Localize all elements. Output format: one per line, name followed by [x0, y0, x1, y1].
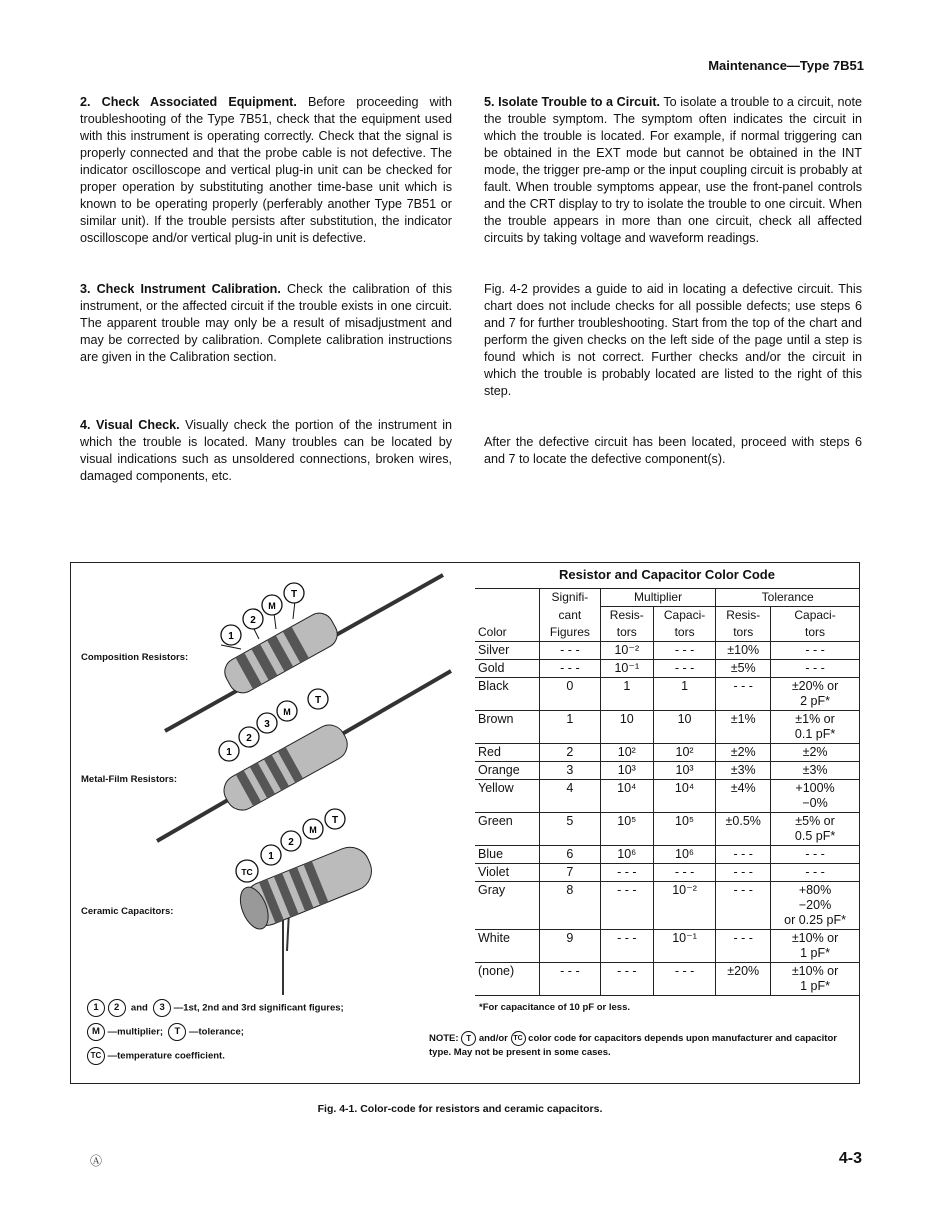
tol-cap-cell — [771, 711, 859, 744]
table-row — [475, 744, 859, 762]
mult-cap-cell — [653, 780, 716, 813]
th-mult-cap-2: tors — [653, 624, 716, 642]
color-cell-value: Brown — [478, 712, 514, 726]
tol-res-cell — [716, 711, 771, 744]
mult-res-cell — [600, 678, 653, 711]
metal-mark-t: T — [314, 695, 322, 706]
mult-res-cell-value: 10 — [619, 712, 634, 726]
metal-mark-m: M — [283, 707, 291, 717]
comp-mark-m: M — [268, 601, 276, 611]
publisher-mark: Ⓐ — [90, 1154, 103, 1168]
color-cell-value: Gold — [478, 661, 505, 675]
tol-cap-cell-value: ±20% or — [791, 679, 839, 693]
note-and-or: and/or — [478, 1033, 508, 1045]
table-row — [475, 660, 859, 678]
step-4-body: Visually check the portion of the instrument in which the trouble is located. Many troubles can be located by visual indications such as unsoldered connections, broken wires, damaged components, etc. — [80, 418, 453, 483]
mult-res-cell-value: 10³ — [617, 763, 636, 777]
mult-res-cell — [600, 963, 653, 996]
mult-cap-cell-value: - - - — [674, 964, 695, 978]
mult-res-cell — [600, 642, 653, 660]
th-tol-cap: Capaci- — [771, 607, 859, 625]
table-row — [475, 642, 859, 660]
table-row — [475, 882, 859, 930]
step-4-title: 4. Visual Check. — [80, 418, 180, 432]
mult-res-cell — [600, 780, 653, 813]
metal-mark-2: 2 — [246, 733, 252, 744]
mult-cap-cell — [653, 813, 716, 846]
cer-mark-2: 2 — [288, 837, 294, 848]
tol-cap-cell-value: ±10% or — [791, 931, 839, 945]
color-cell — [475, 780, 540, 813]
tol-cap-cell — [771, 780, 859, 813]
mult-cap-cell — [653, 642, 716, 660]
sig-cell — [540, 642, 601, 660]
tol-res-cell — [716, 762, 771, 780]
mult-res-cell — [600, 660, 653, 678]
tol-cap-cell — [771, 864, 859, 882]
color-cell — [475, 882, 540, 930]
color-cell-value: (none) — [478, 964, 515, 978]
color-cell — [475, 813, 540, 846]
color-cell-value: Orange — [478, 763, 520, 777]
sig-cell — [540, 711, 601, 744]
tol-res-cell-value: - - - — [733, 679, 753, 693]
color-cell — [475, 642, 540, 660]
tol-res-cell-value: ±1% — [730, 712, 756, 726]
th-tolerance: Tolerance — [716, 589, 859, 607]
table-row — [475, 864, 859, 882]
tol-res-cell — [716, 642, 771, 660]
after-paragraph: After the defective circuit has been located, proceed with steps 6 and 7 to locate the defective component(s). — [484, 435, 862, 466]
th-sig-3: Figures — [540, 624, 601, 642]
tol-res-cell-value: ±10% — [727, 643, 760, 657]
color-cell — [475, 744, 540, 762]
tol-cap-cell-value-line: 1 pF* — [800, 979, 830, 993]
sig-cell-value: - - - — [560, 964, 580, 978]
color-cell-value: Gray — [478, 883, 506, 897]
color-cell-value: White — [478, 931, 510, 945]
mult-res-cell-value: 10⁶ — [617, 847, 637, 861]
color-cell-value: Violet — [478, 865, 510, 879]
th-sig-2: cant — [540, 607, 601, 625]
th-multiplier: Multiplier — [600, 589, 716, 607]
mult-res-cell-value: 10⁵ — [617, 814, 637, 828]
sig-cell-value: 6 — [566, 847, 574, 861]
cer-mark-m: M — [309, 825, 317, 835]
mult-cap-cell-value: - - - — [674, 661, 695, 675]
tol-cap-cell-value: ±5% or — [795, 814, 835, 828]
color-cell-value: Silver — [478, 643, 510, 657]
sig-cell — [540, 780, 601, 813]
legend-temp-text: —temperature coefficient. — [107, 1050, 225, 1062]
step-5-title: 5. Isolate Trouble to a Circuit. — [484, 95, 661, 109]
sig-cell — [540, 882, 601, 930]
tol-res-cell-value: ±3% — [730, 763, 756, 777]
mult-cap-cell — [653, 864, 716, 882]
mult-res-cell-value: 10⁻² — [614, 643, 640, 657]
mult-cap-cell — [653, 711, 716, 744]
tol-res-cell-value: - - - — [733, 931, 753, 945]
mult-cap-cell — [653, 762, 716, 780]
tol-res-cell-value: ±4% — [730, 781, 756, 795]
note-mark-tc: TC — [511, 1031, 526, 1046]
tol-cap-cell — [771, 678, 859, 711]
tol-res-cell — [716, 678, 771, 711]
mult-cap-cell-value: 10⁴ — [674, 781, 695, 795]
color-code-figure — [70, 562, 860, 1084]
table-row — [475, 678, 859, 711]
color-cell-value: Green — [478, 814, 513, 828]
sig-cell-value: - - - — [560, 643, 580, 657]
tol-cap-cell — [771, 744, 859, 762]
label-composition-resistors: Composition Resistors: — [81, 652, 189, 663]
comp-mark-t: T — [290, 589, 298, 600]
mult-cap-cell-value: 10⁵ — [675, 814, 695, 828]
legend-mark-3: 3 — [153, 999, 171, 1017]
tol-res-cell — [716, 930, 771, 963]
tol-cap-cell-value: - - - — [805, 661, 825, 675]
mult-res-cell — [600, 813, 653, 846]
tol-cap-cell — [771, 930, 859, 963]
tol-cap-cell-value-line: −20% — [798, 898, 832, 912]
tol-cap-cell — [771, 882, 859, 930]
tol-cap-cell-value-line: 2 pF* — [800, 694, 830, 708]
tol-cap-cell — [771, 642, 859, 660]
table-note — [429, 1031, 849, 1059]
left-column — [80, 94, 452, 485]
mult-cap-cell-value: 1 — [681, 679, 689, 693]
mult-res-cell-value: 10⁴ — [617, 781, 637, 795]
th-mult-cap: Capaci- — [653, 607, 716, 625]
tol-cap-cell-value-line: 1 pF* — [800, 946, 830, 960]
th-mult-res-2: tors — [600, 624, 653, 642]
tol-cap-cell-value: ±2% — [802, 745, 828, 759]
sig-cell-value: 4 — [566, 781, 574, 795]
tol-cap-cell-value-line: −0% — [802, 796, 828, 810]
color-cell — [475, 930, 540, 963]
color-cell — [475, 711, 540, 744]
legend-temperature — [87, 1047, 225, 1065]
legend-mult-text: —multiplier; — [107, 1026, 164, 1038]
color-code-table — [475, 563, 859, 1013]
cer-mark-1: 1 — [268, 851, 274, 862]
color-cell-value: Yellow — [478, 781, 514, 795]
sig-cell — [540, 762, 601, 780]
mult-cap-cell-value: 10 — [677, 712, 692, 726]
color-cell — [475, 864, 540, 882]
sig-cell — [540, 930, 601, 963]
tol-res-cell — [716, 864, 771, 882]
th-sig-1: Signifi- — [540, 589, 601, 607]
tol-res-cell — [716, 846, 771, 864]
step-5 — [484, 94, 862, 247]
sig-cell — [540, 660, 601, 678]
right-column — [484, 94, 862, 468]
note-text: color code for capacitors depends upon manufacturer and capacitor type. May not be present in some cases. — [429, 1033, 837, 1058]
figure-caption: Fig. 4-1. Color-code for resistors and ceramic capacitors. — [317, 1103, 603, 1115]
table-title: Resistor and Capacitor Color Code — [475, 563, 859, 589]
mult-res-cell — [600, 711, 653, 744]
color-cell — [475, 660, 540, 678]
mult-res-cell-value: 1 — [623, 679, 631, 693]
mult-res-cell-value: 10² — [617, 745, 636, 759]
tol-res-cell — [716, 963, 771, 996]
table-row — [475, 846, 859, 864]
sig-cell — [540, 963, 601, 996]
tol-res-cell-value: ±5% — [730, 661, 756, 675]
color-cell-value: Blue — [478, 847, 504, 861]
tol-cap-cell-value-line: 0.1 pF* — [794, 727, 836, 741]
mult-cap-cell-value: 10² — [675, 745, 694, 759]
mult-cap-cell-value: - - - — [674, 643, 695, 657]
mult-cap-cell — [653, 963, 716, 996]
mult-res-cell-value: - - - — [617, 964, 637, 978]
th-color: Color — [478, 625, 507, 639]
composition-resistor-drawing — [165, 575, 443, 731]
mult-res-cell — [600, 762, 653, 780]
mult-res-cell — [600, 882, 653, 930]
tol-res-cell-value: - - - — [733, 883, 753, 897]
mult-cap-cell-value: 10⁶ — [675, 847, 695, 861]
mult-cap-cell-value: - - - — [674, 865, 695, 879]
mult-res-cell-value: - - - — [617, 931, 637, 945]
table-row — [475, 813, 859, 846]
color-cell — [475, 963, 540, 996]
mult-res-cell — [600, 846, 653, 864]
tol-cap-cell-value: - - - — [805, 847, 825, 861]
mult-res-cell-value: 10⁻¹ — [614, 661, 640, 675]
table-row — [475, 711, 859, 744]
mult-cap-cell — [653, 930, 716, 963]
color-cell-value: Red — [478, 745, 501, 759]
mult-cap-cell — [653, 882, 716, 930]
sig-cell-value: 8 — [566, 883, 574, 897]
mult-cap-cell-value: 10⁻² — [672, 883, 697, 897]
legend-mark-2: 2 — [108, 999, 126, 1017]
tol-res-cell-value: ±20% — [727, 964, 760, 978]
tol-cap-cell-value: +100% — [795, 781, 835, 795]
ceramic-capacitor-drawing — [235, 809, 378, 995]
mult-cap-cell — [653, 744, 716, 762]
th-tol-res-2: tors — [716, 624, 771, 642]
tol-res-cell — [716, 744, 771, 762]
tol-res-cell — [716, 780, 771, 813]
sig-cell-value: 1 — [566, 712, 574, 726]
tol-cap-cell-value-line: or 0.25 pF* — [784, 913, 846, 927]
table-footnote: *For capacitance of 10 pF or less. — [479, 1002, 630, 1013]
metal-mark-3: 3 — [264, 719, 270, 730]
th-tol-cap-2: tors — [771, 624, 859, 642]
tol-res-cell — [716, 813, 771, 846]
tol-res-cell — [716, 660, 771, 678]
step-4 — [80, 417, 452, 485]
tol-res-cell-value: ±2% — [730, 745, 756, 759]
fig-guide-paragraph: Fig. 4-2 provides a guide to aid in locating a defective circuit. This chart does not include checks for all possible defects; use steps 6 and 7 for further troubleshooting. Start from the top of the chart and perform the given checks on the left side of the page until a step is found which is not correct. Further checks and/or the circuit in which the trouble is probably located are listed to the right of this step. — [484, 282, 862, 398]
color-cell — [475, 846, 540, 864]
tol-cap-cell — [771, 762, 859, 780]
tol-cap-cell-value: - - - — [805, 643, 825, 657]
legend-tol-text: —tolerance; — [188, 1026, 244, 1038]
step-5-body: To isolate a trouble to a circuit, note the trouble symptom. The symptom often indicates the circuit in which the trouble is located. For example, if normal triggering can be obtained in the EXT mode but cannot be obtained in the INT mode, the trigger pre-amp or the input coupling circuit is probably at fault. When trouble symptoms appear, use the front-panel controls and the CRT display to try to isolate the trouble to one circuit. When the trouble appears in more than one circuit, check all affected circuits by taking voltage and waveform readings. — [484, 95, 862, 245]
metal-mark-1: 1 — [226, 747, 232, 758]
cer-mark-tc: TC — [241, 867, 253, 877]
legend-multiplier-tolerance — [87, 1023, 244, 1041]
comp-mark-1: 1 — [228, 631, 234, 642]
mult-res-cell — [600, 930, 653, 963]
mult-res-cell-value: - - - — [617, 865, 637, 879]
step-2 — [80, 94, 452, 247]
mult-cap-cell — [653, 660, 716, 678]
table-row — [475, 762, 859, 780]
sig-cell — [540, 864, 601, 882]
legend-mark-m: M — [87, 1023, 105, 1041]
note-mark-t: T — [461, 1031, 476, 1046]
tol-cap-cell — [771, 813, 859, 846]
page-number: 4-3 — [838, 1150, 862, 1167]
sig-cell-value: 3 — [566, 763, 574, 777]
tol-res-cell-value: - - - — [733, 865, 753, 879]
color-cell-value: Black — [478, 679, 509, 693]
legend-mark-t: T — [168, 1023, 186, 1041]
table-row — [475, 780, 859, 813]
tol-cap-cell-value-line: 0.5 pF* — [794, 829, 836, 843]
tol-cap-cell-value: ±3% — [802, 763, 828, 777]
comp-mark-2: 2 — [250, 615, 256, 626]
sig-cell-value: 9 — [566, 931, 574, 945]
tol-cap-cell — [771, 963, 859, 996]
tol-cap-cell — [771, 660, 859, 678]
th-tol-res: Resis- — [716, 607, 771, 625]
sig-cell-value: 7 — [566, 865, 574, 879]
tol-res-cell-value: - - - — [733, 847, 753, 861]
mult-res-cell-value: - - - — [617, 883, 637, 897]
tol-cap-cell-value: ±10% or — [791, 964, 839, 978]
table-row — [475, 930, 859, 963]
metal-film-resistor-drawing — [157, 671, 451, 841]
tol-cap-cell — [771, 846, 859, 864]
note-label: NOTE: — [429, 1033, 459, 1045]
tol-cap-cell-value: ±1% or — [795, 712, 835, 726]
sig-cell-value: 5 — [566, 814, 574, 828]
legend-and: and — [130, 1002, 148, 1014]
color-cell — [475, 678, 540, 711]
sig-cell-value: - - - — [560, 661, 580, 675]
step-2-title: 2. Check Associated Equipment. — [80, 95, 297, 109]
sig-cell — [540, 846, 601, 864]
legend-mark-1: 1 — [87, 999, 105, 1017]
sig-cell — [540, 744, 601, 762]
step-3-body: Check the calibration of this instrument, or the affected circuit if the trouble exists in one circuit. The apparent trouble may only be a result of misadjustment and may be corrected by calibration. Complete calibration instructions are given in the Calibration section. — [80, 282, 452, 364]
legend-sig-text: —1st, 2nd and 3rd significant figures; — [173, 1002, 344, 1014]
sig-cell — [540, 678, 601, 711]
label-ceramic-capacitors: Ceramic Capacitors: — [81, 906, 174, 917]
mult-cap-cell — [653, 678, 716, 711]
legend-significant-figures — [87, 999, 344, 1017]
tol-cap-cell-value: - - - — [805, 865, 825, 879]
step-3-title: 3. Check Instrument Calibration. — [80, 282, 281, 296]
sig-cell — [540, 813, 601, 846]
step-3 — [80, 281, 452, 366]
table-row — [475, 963, 859, 996]
legend-mark-tc: TC — [87, 1047, 105, 1065]
running-header: Maintenance—Type 7B51 — [708, 58, 864, 73]
color-cell — [475, 762, 540, 780]
sig-cell-value: 0 — [566, 679, 574, 693]
mult-cap-cell-value: 10³ — [675, 763, 694, 777]
tol-res-cell — [716, 882, 771, 930]
mult-res-cell — [600, 744, 653, 762]
sig-cell-value: 2 — [566, 745, 574, 759]
cer-mark-t: T — [331, 815, 339, 826]
th-mult-res: Resis- — [600, 607, 653, 625]
mult-cap-cell-value: 10⁻¹ — [672, 931, 697, 945]
label-metal-film-resistors: Metal-Film Resistors: — [81, 774, 178, 785]
tol-res-cell-value: ±0.5% — [725, 814, 761, 828]
mult-cap-cell — [653, 846, 716, 864]
step-2-body: Before proceeding with troubleshooting of the Type 7B51, check that the equipment used with this instrument is operating correctly. Check that the signal is properly connected and that the probe cable is not defective. The indicator oscilloscope and vertical plug-in unit can be checked for proper operation by substituting another time-base unit which is known to be operating properly (perferably another Type 7B51 or similar unit). If the trouble persists after substitution, the indicator oscilloscope and/or vertical plug-in unit is defective. — [80, 95, 453, 245]
tol-cap-cell-value: +80% — [798, 883, 832, 897]
mult-res-cell — [600, 864, 653, 882]
